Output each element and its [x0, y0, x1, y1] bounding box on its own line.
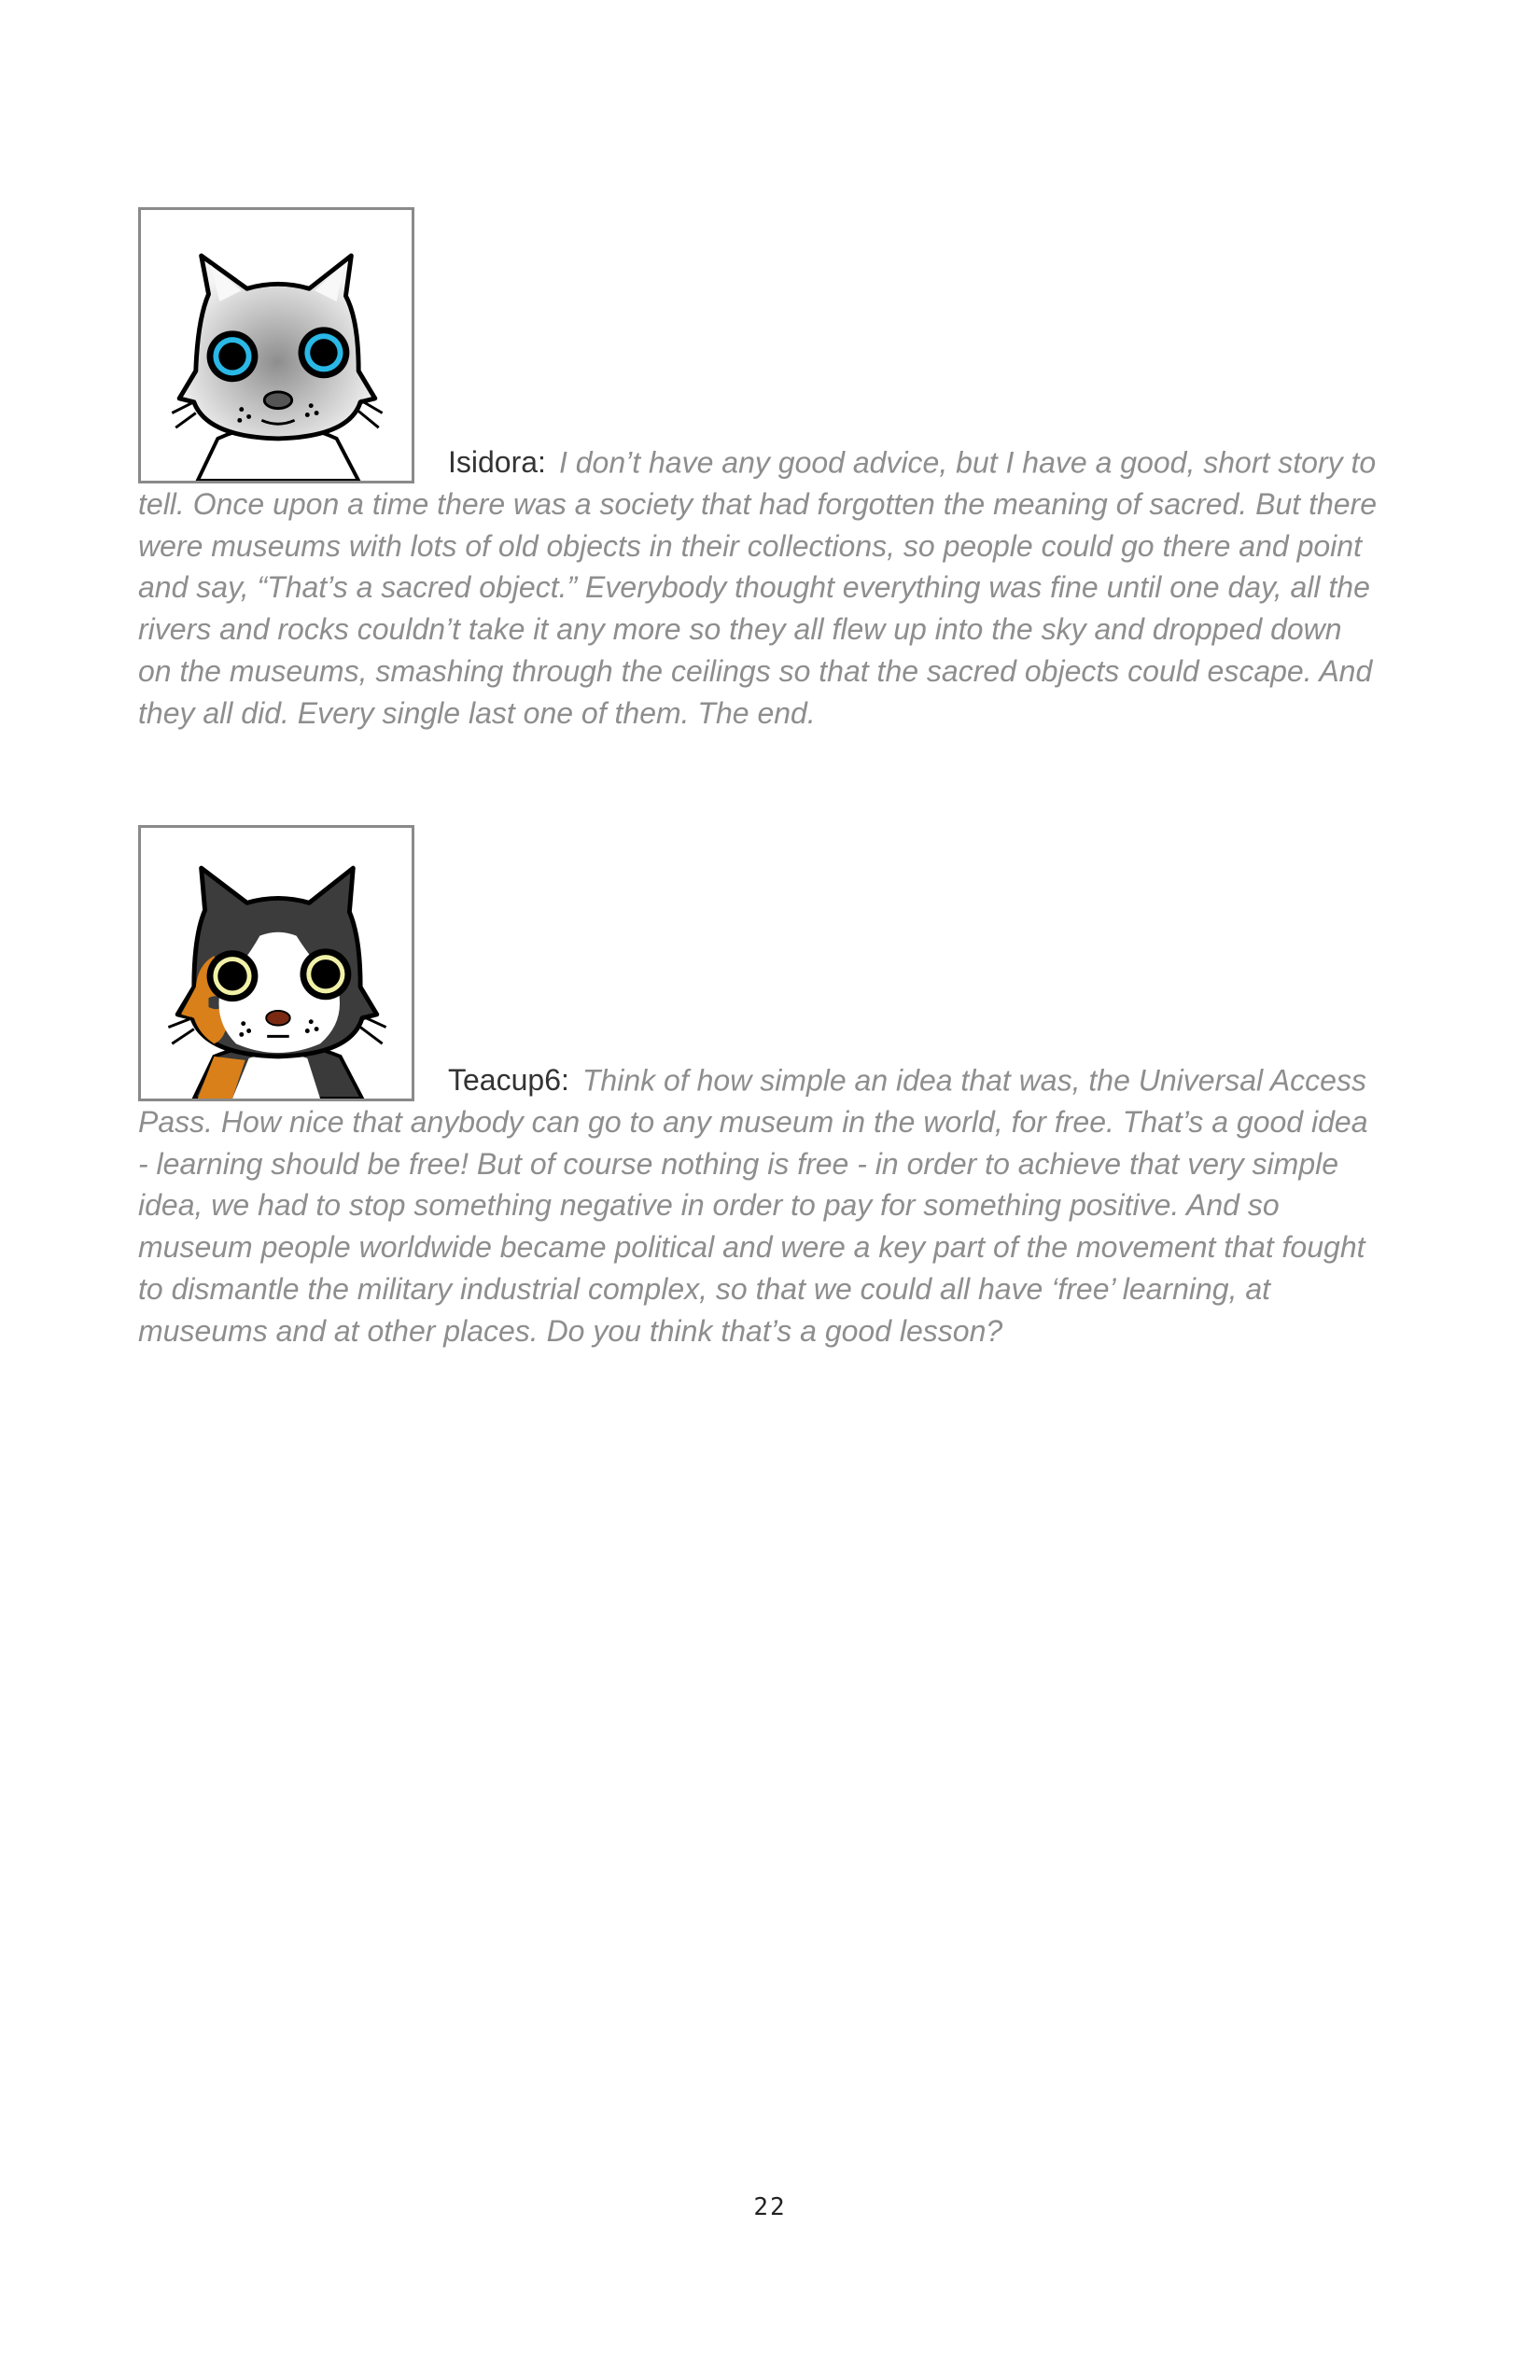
dialogue-text: Think of how simple an idea that was, the Universal Access Pass. How nice that anybody can go to any museum in the world, for free. That’s a good idea - learning should be free! But of course nothing is free - in order to achieve that very simple idea, we had to stop something negative in order to pay for something positive. And so museum people worldwide became political and were a key part of the movement that fought to dismantle the military industrial complex, so that we could all have ‘free’ learning, at museums and at other places. Do you think that’s a good lesson? [138, 1063, 1368, 1348]
speaker-name: Teacup6: [448, 1063, 569, 1098]
speaker-name: Isidora: [448, 445, 546, 480]
calico-cat-icon [138, 825, 414, 1101]
dialogue-text: I don’t have any good advice, but I have a good, short story to tell. Once upon a time there was a society that had forgotten the meaning of sacred. But there were museums with lots of old objects in their collections, so people could go there and point and say, “That’s a sacred object.” Everybody thought everything was fine until one day, all the rivers and rocks couldn’t take it any more so they all flew up into the sky and dropped down on the museums, smashing through the ceilings so that the sacred objects could escape. And they all did. Every single last one of them. The end. [138, 445, 1377, 730]
dialogue-entry-teacup6 [138, 825, 1383, 1351]
dialogue-paragraph [138, 207, 1383, 734]
dialogue-entry-isidora [138, 207, 1383, 734]
dialogue-paragraph [138, 825, 1383, 1351]
page-number: 22 [753, 2193, 787, 2221]
white-cat-icon [138, 207, 414, 483]
